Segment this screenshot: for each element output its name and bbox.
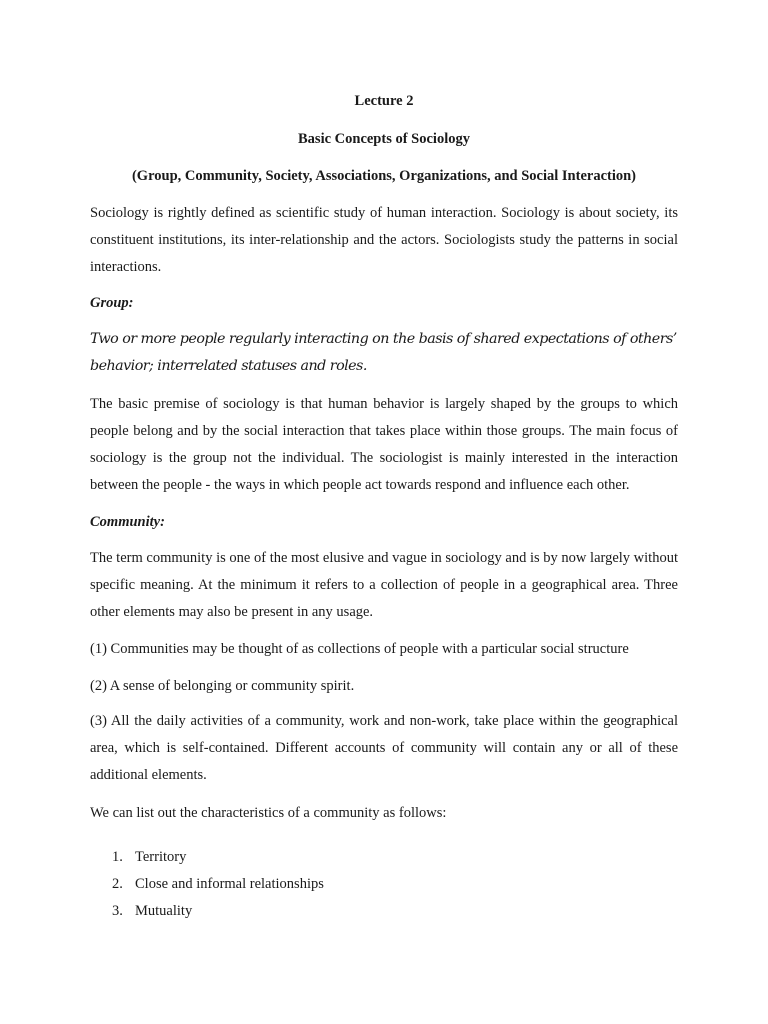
list-item-number: 3.: [112, 903, 123, 919]
list-item: [90, 845, 324, 872]
list-item: [90, 872, 324, 899]
group-heading: Group:: [90, 295, 134, 311]
list-item-number: 2.: [112, 876, 123, 892]
intro-paragraph: Sociology is rightly defined as scientific study of human interaction. Sociology is about society, its constituent institutions, its inter-relationship and the actors. Sociologists study the patterns in social interactions.: [90, 205, 678, 275]
community-heading: Community:: [90, 514, 165, 530]
subtitle: (Group, Community, Society, Associations, Organizations, and Social Interaction): [131, 168, 637, 184]
list-item: [90, 899, 324, 926]
list-item-number: 1.: [112, 849, 123, 865]
main-title: Basic Concepts of Sociology: [298, 131, 470, 147]
lecture-title: Lecture 2: [354, 93, 414, 109]
group-definition: Two or more people regularly interacting on the basis of shared expectations of others’ behavior; interrelated statuses and roles.: [90, 331, 677, 374]
community-point-2: (2) A sense of belonging or community spirit.: [90, 678, 355, 694]
list-item-text: Mutuality: [135, 903, 193, 919]
characteristics-list: [90, 845, 324, 926]
characteristics-intro: We can list out the characteristics of a community as follows:: [90, 805, 447, 821]
community-paragraph: The term community is one of the most elusive and vague in sociology and is by now largely without specific meaning. At the minimum it refers to a collection of people in a geographical area. Three other elements may also be present in any usage.: [90, 550, 678, 620]
community-point-3: (3) All the daily activities of a community, work and non-work, take place within the geographical area, which is self-contained. Different accounts of community will contain any or all of these additional elements.: [90, 713, 678, 783]
group-paragraph: The basic premise of sociology is that human behavior is largely shaped by the groups to which people belong and by the social interaction that takes place within those groups. The main focus of sociology is the group not the individual. The sociologist is mainly interested in the interaction between the people - the ways in which people act towards respond and influence each other.: [90, 396, 678, 493]
list-item-text: Close and informal relationships: [135, 876, 324, 892]
community-point-1: (1) Communities may be thought of as collections of people with a particular social structure: [90, 641, 629, 657]
list-item-text: Territory: [135, 849, 187, 865]
